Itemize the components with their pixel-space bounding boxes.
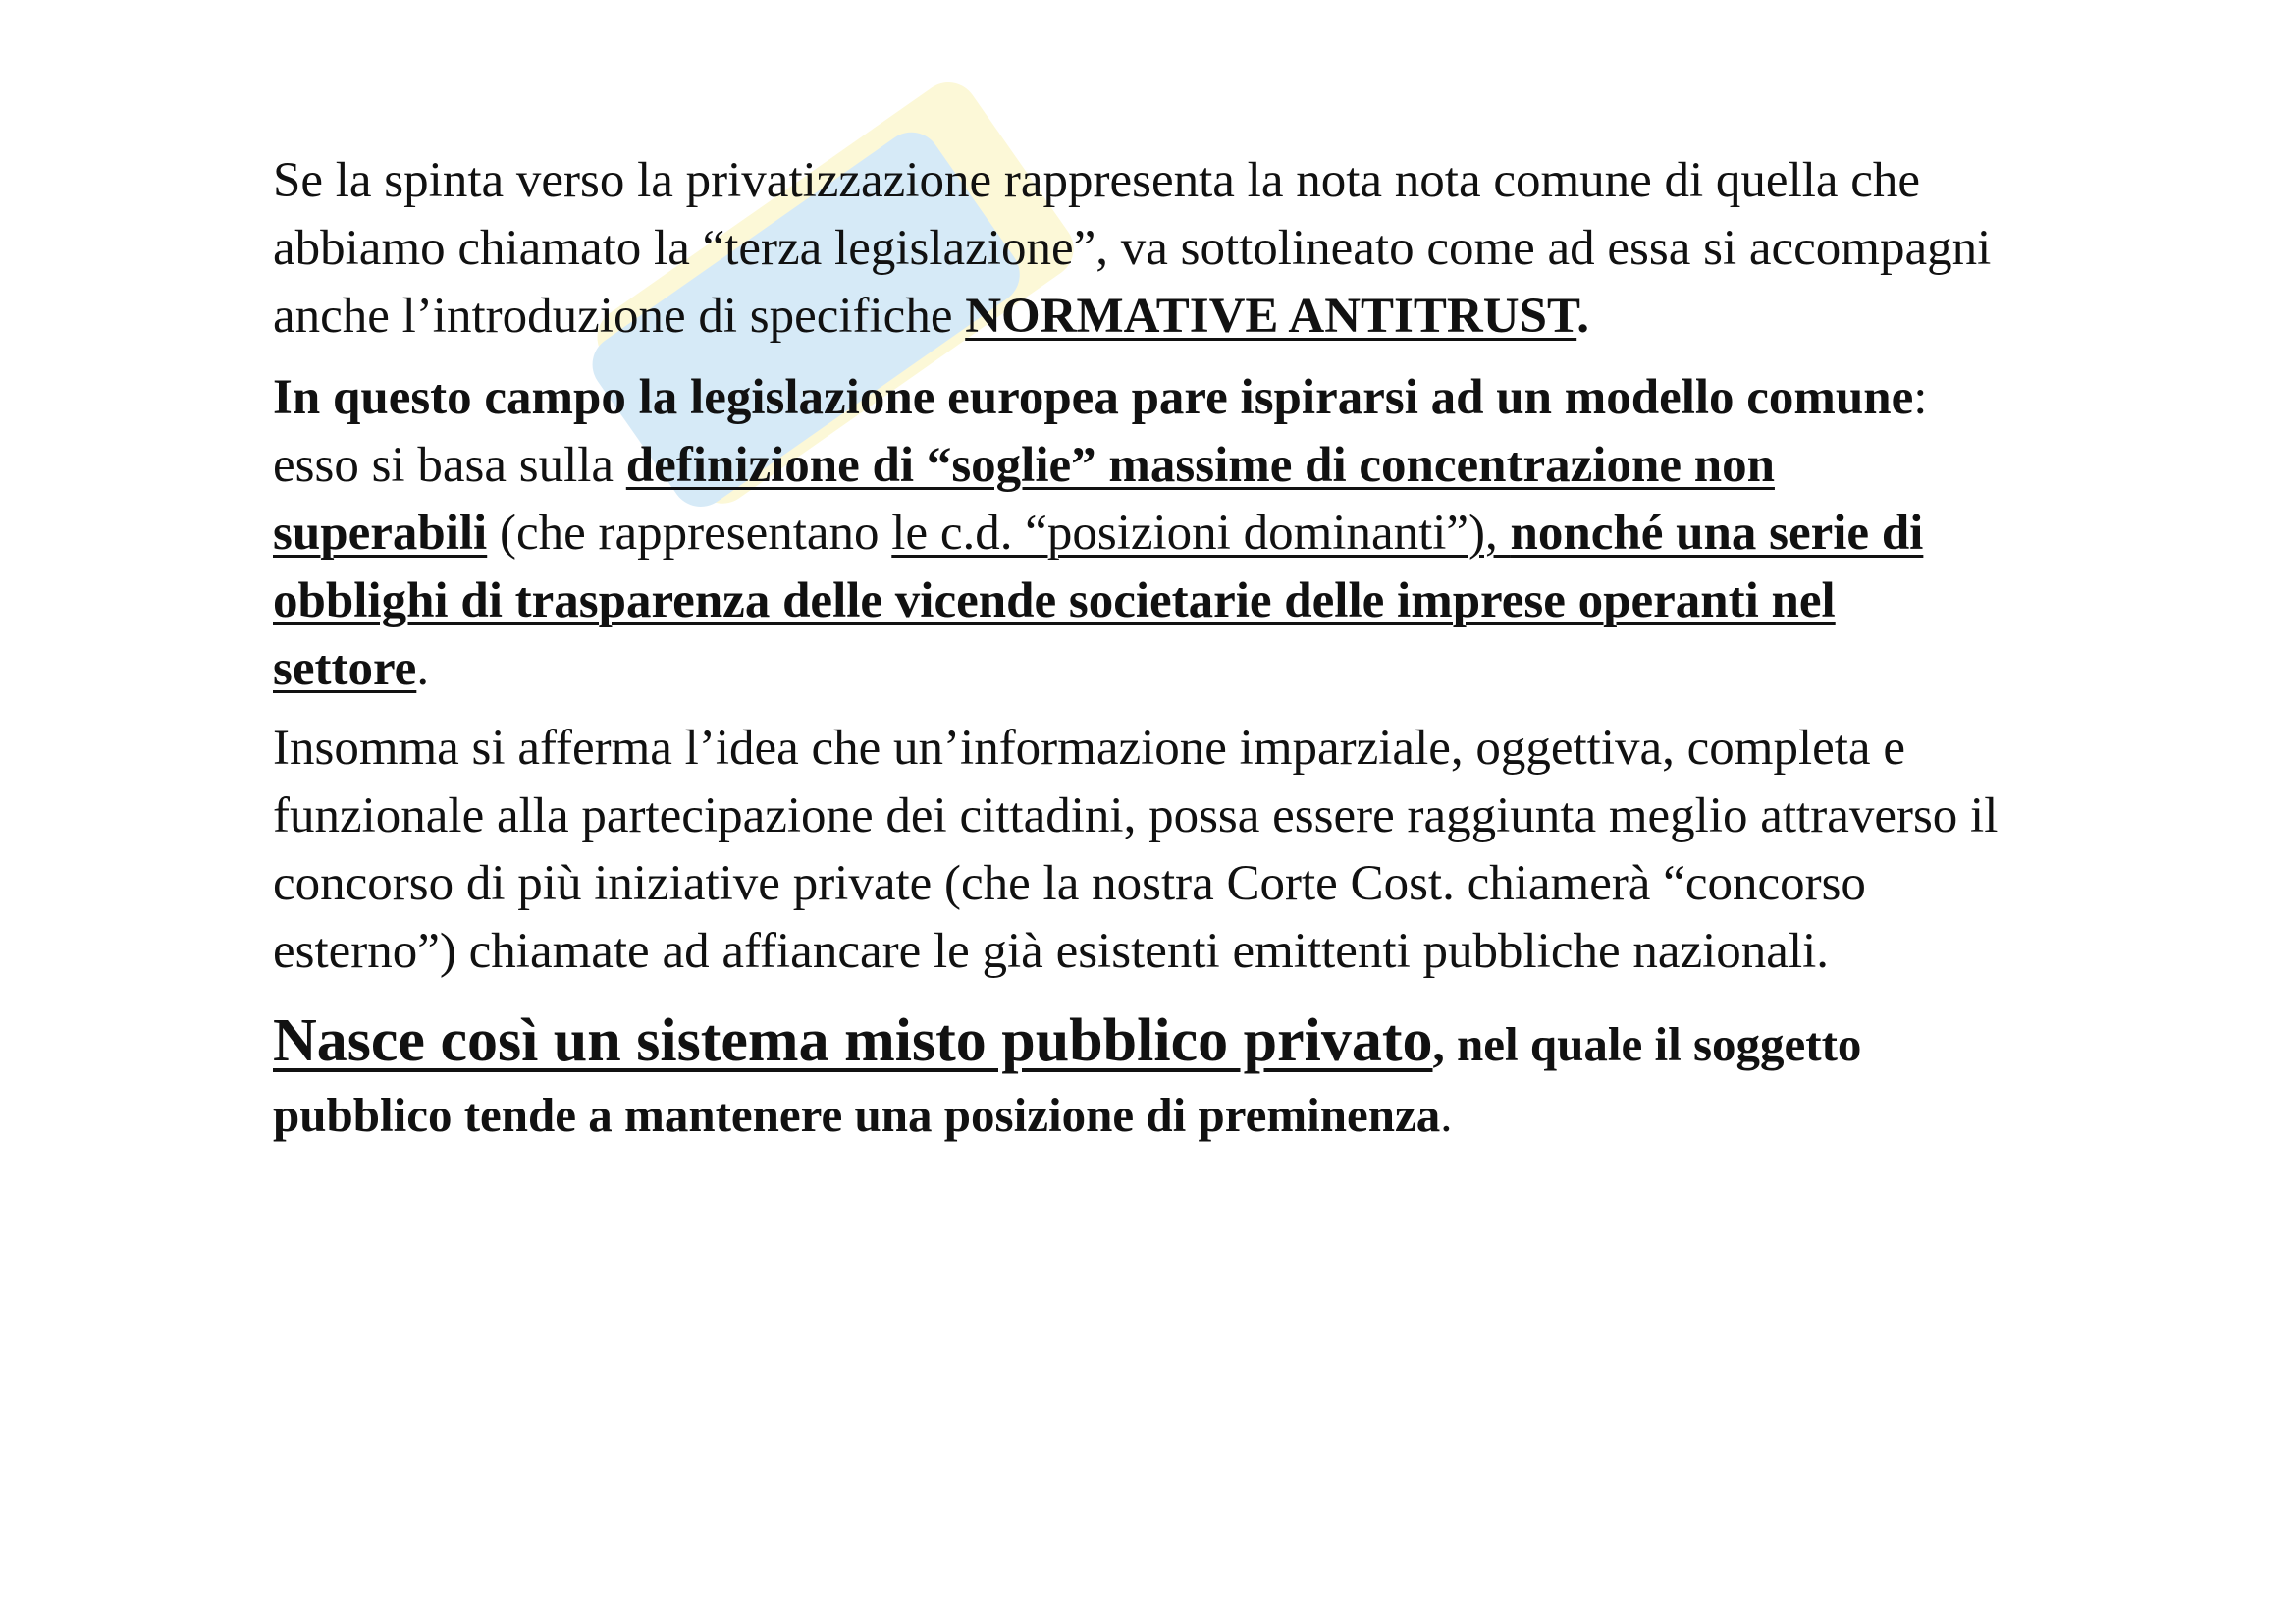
p2-bold-intro: In questo campo la legislazione europea pare ispirarsi ad un modello comune <box>273 370 1914 425</box>
p4-bold-text: , nel quale il soggetto pubblico tende a mantenere una posizione di preminenza <box>273 1017 1862 1142</box>
paragraph-3 <box>273 715 2001 986</box>
document-body <box>273 147 2001 1151</box>
p1-normative-antitrust: NORMATIVE ANTITRUST <box>965 289 1577 344</box>
paragraph-4 <box>273 1005 2001 1151</box>
p4-period: . <box>1440 1088 1453 1142</box>
p2-obblighi-trasparenza: nonché una serie di obblighi di trasparenza delle vicende societarie delle imprese operanti nel settore <box>273 506 1924 696</box>
paragraph-2 <box>273 364 2001 703</box>
p2-period: . <box>416 641 430 696</box>
p2-posizioni-dominanti: le c.d. “posizioni dominanti”), <box>891 506 1511 561</box>
p1-text: Se la spinta verso la privatizzazione rappresenta la nota nota comune di quella che abbiamo chiamato la “terza legislazione”, va sottolineato come ad essa si accompagni anche l’introduzione di specifiche <box>273 153 1992 344</box>
p2-soglie-definition: definizione di “soglie” massime di concentrazione non superabili <box>273 438 1775 561</box>
p1-period: . <box>1576 289 1589 344</box>
p2-text-1: : esso si basa sulla <box>273 370 1928 493</box>
p4-heading-sistema-misto: Nasce così un sistema misto pubblico privato <box>273 1007 1433 1074</box>
p3-text: Insomma si afferma l’idea che un’informazione imparziale, oggettiva, completa e funzionale alla partecipazione dei cittadini, possa essere raggiunta meglio attraverso il concorso di più iniziative private (che la nostra Corte Cost. chiamerà “concorso esterno”) chiamate ad affiancare le già esistenti emittenti pubbliche nazionali. <box>273 721 1999 979</box>
paragraph-1 <box>273 147 2001 351</box>
p2-text-2: (che rappresentano <box>487 506 892 561</box>
